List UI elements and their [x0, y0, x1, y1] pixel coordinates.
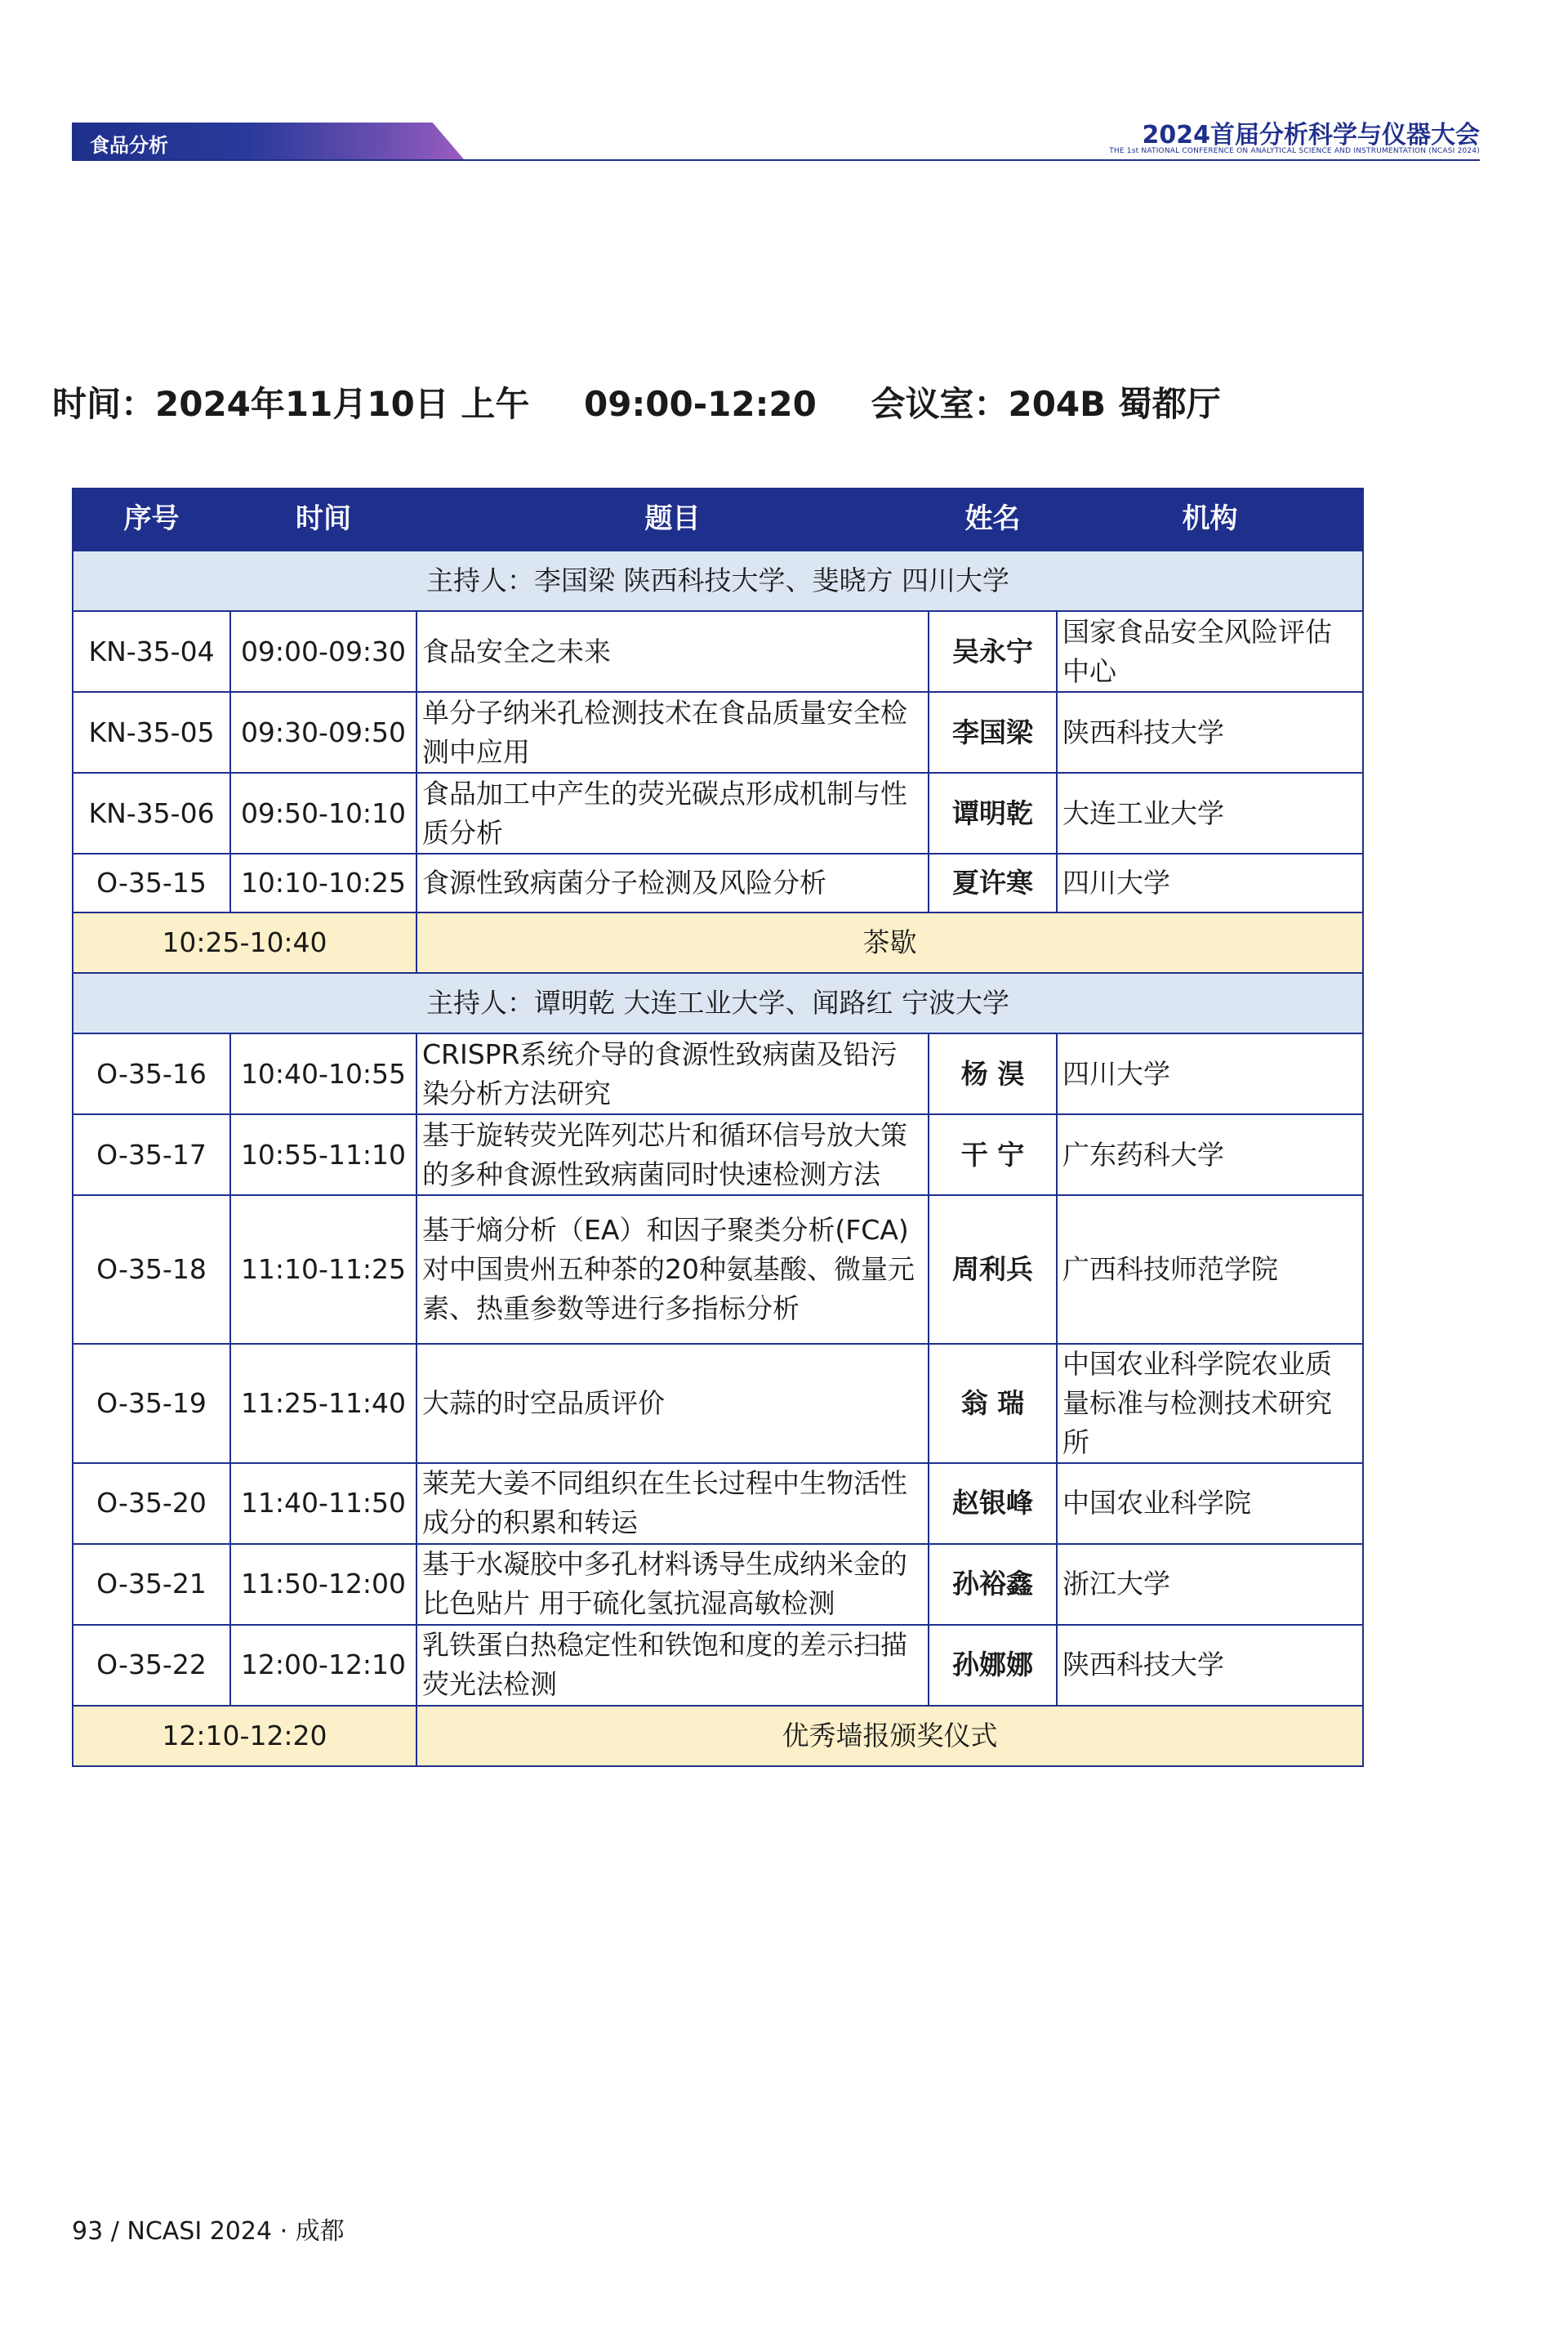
break-row	[73, 1706, 1363, 1766]
session-date: 时间：2024年11月10日 上午	[52, 384, 530, 424]
footer-text: NCASI 2024 · 成都	[127, 2217, 345, 2246]
row-name: 孙裕鑫	[929, 1544, 1057, 1625]
row-id: O-35-20	[73, 1463, 230, 1544]
row-org: 浙江大学	[1057, 1544, 1363, 1625]
row-time: 10:40-10:55	[230, 1033, 416, 1114]
row-time: 12:00-12:10	[230, 1625, 416, 1706]
table-row	[73, 1463, 1363, 1544]
break-label: 茶歇	[416, 912, 1363, 973]
row-time: 11:10-11:25	[230, 1195, 416, 1344]
row-name: 杨 淏	[929, 1033, 1057, 1114]
row-id: O-35-15	[73, 854, 230, 912]
row-time: 11:40-11:50	[230, 1463, 416, 1544]
row-time: 11:50-12:00	[230, 1544, 416, 1625]
row-title: 基于水凝胶中多孔材料诱导生成纳米金的比色贴片 用于硫化氢抗湿高敏检测	[416, 1544, 929, 1625]
row-name: 赵银峰	[929, 1463, 1057, 1544]
row-name: 翁 瑞	[929, 1344, 1057, 1463]
row-title: 食品加工中产生的荧光碳点形成机制与性质分析	[416, 773, 929, 854]
row-id: O-35-19	[73, 1344, 230, 1463]
page-footer	[72, 2211, 345, 2247]
row-title: 单分子纳米孔检测技术在食品质量安全检测中应用	[416, 692, 929, 773]
row-id: KN-35-05	[73, 692, 230, 773]
row-title: 大蒜的时空品质评价	[416, 1344, 929, 1463]
row-org: 四川大学	[1057, 854, 1363, 912]
table-row	[73, 1344, 1363, 1463]
row-id: O-35-18	[73, 1195, 230, 1344]
row-id: O-35-21	[73, 1544, 230, 1625]
break-label: 优秀墙报颁奖仪式	[416, 1706, 1363, 1766]
row-id: KN-35-06	[73, 773, 230, 854]
row-id: KN-35-04	[73, 611, 230, 692]
row-title: 基于旋转荧光阵列芯片和循环信号放大策的多种食源性致病菌同时快速检测方法	[416, 1114, 929, 1195]
row-name: 干 宁	[929, 1114, 1057, 1195]
row-org: 四川大学	[1057, 1033, 1363, 1114]
row-org: 中国农业科学院	[1057, 1463, 1363, 1544]
row-name: 李国梁	[929, 692, 1057, 773]
row-time: 09:00-09:30	[230, 611, 416, 692]
row-title: 乳铁蛋白热稳定性和铁饱和度的差示扫描荧光法检测	[416, 1625, 929, 1706]
header-org: 机构	[1057, 489, 1363, 551]
row-name: 谭明乾	[929, 773, 1057, 854]
page-number: 93 /	[72, 2217, 119, 2246]
row-name: 孙娜娜	[929, 1625, 1057, 1706]
table-row	[73, 692, 1363, 773]
row-org: 广东药科大学	[1057, 1114, 1363, 1195]
table-header-row	[73, 489, 1363, 551]
row-org: 广西科技师范学院	[1057, 1195, 1363, 1344]
header-name: 姓名	[929, 489, 1057, 551]
table-row	[73, 1544, 1363, 1625]
row-name: 周利兵	[929, 1195, 1057, 1344]
session-time: 09:00-12:20	[584, 384, 817, 424]
conference-subtitle: THE 1st NATIONAL CONFERENCE ON ANALYTICAL SCIENCE AND INSTRUMENTATION (NCASI 2024)	[1109, 147, 1480, 155]
break-time: 12:10-12:20	[73, 1706, 416, 1766]
row-title: 食品安全之未来	[416, 611, 929, 692]
header-time: 时间	[230, 489, 416, 551]
row-time: 09:50-10:10	[230, 773, 416, 854]
row-org: 大连工业大学	[1057, 773, 1363, 854]
header-title: 题目	[416, 489, 929, 551]
row-time: 10:55-11:10	[230, 1114, 416, 1195]
table-row	[73, 1195, 1363, 1344]
table-row	[73, 1033, 1363, 1114]
table-row	[73, 611, 1363, 692]
row-name: 吴永宁	[929, 611, 1057, 692]
table-row	[73, 854, 1363, 912]
table-row	[73, 773, 1363, 854]
row-org: 陕西科技大学	[1057, 692, 1363, 773]
row-id: O-35-22	[73, 1625, 230, 1706]
row-org: 陕西科技大学	[1057, 1625, 1363, 1706]
host-text: 主持人：李国梁 陕西科技大学、斐晓方 四川大学	[73, 551, 1363, 611]
row-time: 09:30-09:50	[230, 692, 416, 773]
session-info	[52, 377, 1221, 426]
row-time: 10:10-10:25	[230, 854, 416, 912]
conference-title: 2024首届分析科学与仪器大会	[1142, 121, 1480, 149]
break-row	[73, 912, 1363, 973]
row-title: 莱芜大姜不同组织在生长过程中生物活性成分的积累和转运	[416, 1463, 929, 1544]
row-id: O-35-17	[73, 1114, 230, 1195]
schedule-table	[72, 488, 1364, 1767]
row-org: 中国农业科学院农业质量标准与检测技术研究所	[1057, 1344, 1363, 1463]
row-id: O-35-16	[73, 1033, 230, 1114]
row-org: 国家食品安全风险评估中心	[1057, 611, 1363, 692]
row-time: 11:25-11:40	[230, 1344, 416, 1463]
host-row	[73, 551, 1363, 611]
table-row	[73, 1625, 1363, 1706]
session-room: 会议室：204B 蜀都厅	[871, 384, 1221, 424]
break-time: 10:25-10:40	[73, 912, 416, 973]
section-label: 食品分析	[90, 134, 168, 157]
row-title: 食源性致病菌分子检测及风险分析	[416, 854, 929, 912]
header-rule	[72, 159, 1480, 161]
table-row	[73, 1114, 1363, 1195]
header-id: 序号	[73, 489, 230, 551]
row-title: 基于熵分析（EA）和因子聚类分析(FCA)对中国贵州五种茶的20种氨基酸、微量元素、热重参数等进行多指标分析	[416, 1195, 929, 1344]
host-row	[73, 973, 1363, 1033]
host-text: 主持人：谭明乾 大连工业大学、闻路红 宁波大学	[73, 973, 1363, 1033]
row-name: 夏许寒	[929, 854, 1057, 912]
row-title: CRISPR系统介导的食源性致病菌及铅污染分析方法研究	[416, 1033, 929, 1114]
